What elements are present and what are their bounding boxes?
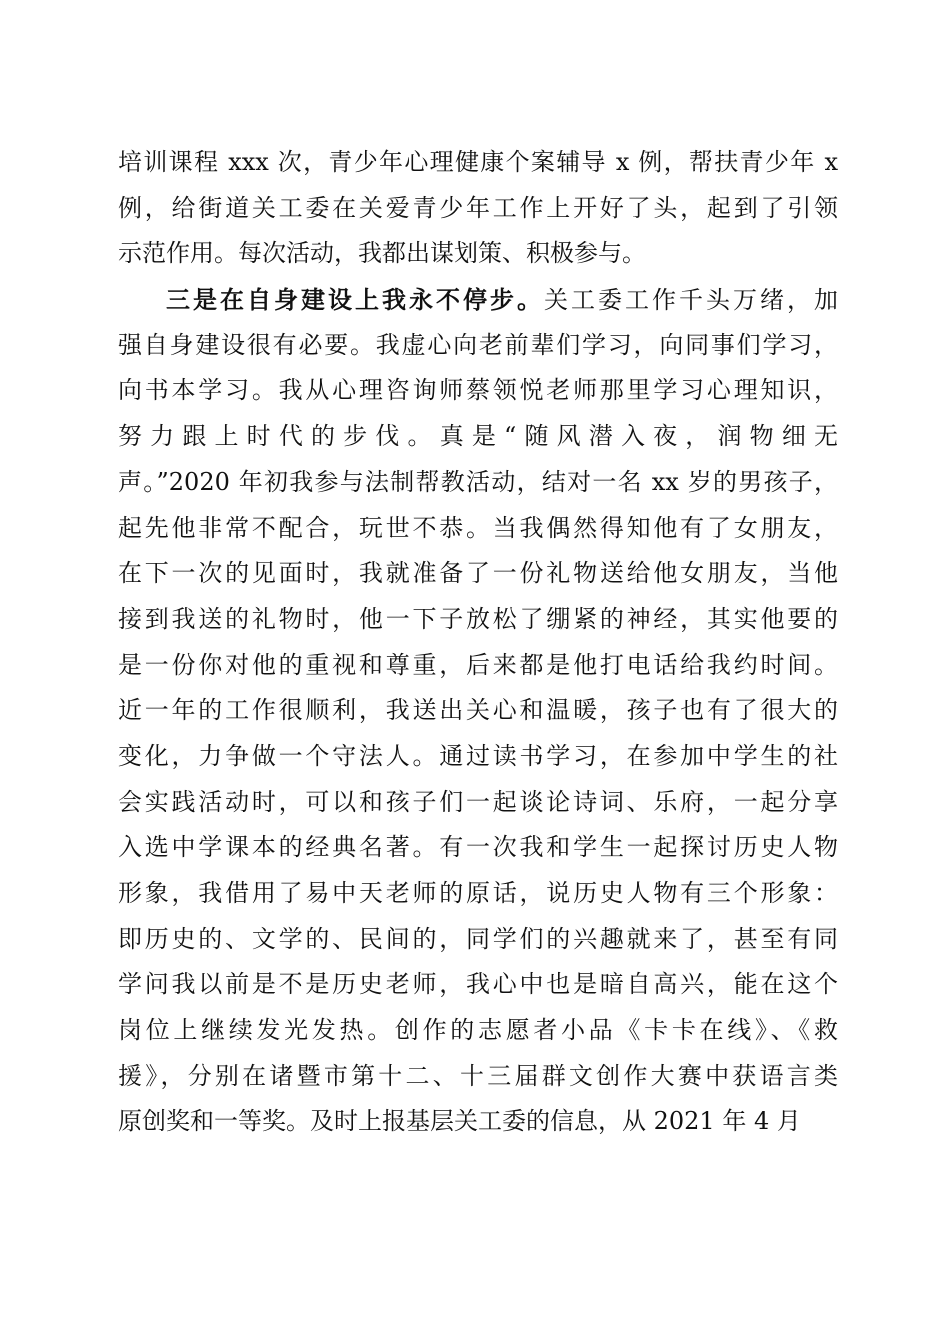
text-line: 会实践活动时，可以和孩子们一起谈论诗词、乐府，一起分享 bbox=[118, 787, 838, 816]
text-line: 入选中学课本的经典名著。有一次我和学生一起探讨历史人物 bbox=[118, 833, 838, 862]
text-line: 声。”2020 年初我参与法制帮教活动，结对一名 xx 岁的男孩子， bbox=[118, 467, 838, 496]
paragraph-lead-rest: 关工委工作千头万绪，加 bbox=[544, 286, 838, 315]
text-line: 培训课程 xxx 次，青少年心理健康个案辅导 x 例，帮扶青少年 x bbox=[118, 148, 838, 176]
text-line: 接到我送的礼物时，他一下子放松了绷紧的神经，其实他要的 bbox=[118, 604, 838, 633]
text-line: 努力跟上时代的步伐。真是“随风潜入夜，润物细无 bbox=[118, 422, 838, 451]
paragraph-lead-sentence: 三是在自身建设上我永不停步。 bbox=[166, 285, 544, 315]
text-line: 在下一次的见面时，我就准备了一份礼物送给他女朋友，当他 bbox=[118, 559, 838, 588]
text-line: 是一份你对他的重视和尊重，后来都是他打电话给我约时间。 bbox=[118, 650, 838, 679]
text-line: 强自身建设很有必要。我虚心向老前辈们学习，向同事们学习， bbox=[118, 330, 838, 359]
text-line: 原创奖和一等奖。及时上报基层关工委的信息，从 2021 年 4 月 bbox=[118, 1107, 801, 1136]
text-line: 示范作用。每次活动，我都出谋划策、积极参与。 bbox=[118, 239, 646, 268]
text-line: 起先他非常不配合，玩世不恭。当我偶然得知他有了女朋友， bbox=[118, 513, 838, 542]
body-text bbox=[118, 140, 838, 1145]
text-line: 近一年的工作很顺利，我送出关心和温暖，孩子也有了很大的 bbox=[118, 696, 838, 725]
text-line: 形象，我借用了易中天老师的原话，说历史人物有三个形象： bbox=[118, 879, 838, 907]
text-line: 学问我以前是不是历史老师，我心中也是暗自高兴，能在这个 bbox=[118, 970, 838, 999]
text-line: 向书本学习。我从心理咨询师蔡领悦老师那里学习心理知识， bbox=[118, 376, 838, 405]
text-line: 例，给街道关工委在关爱青少年工作上开好了头，起到了引领 bbox=[118, 193, 838, 222]
text-line: 岗位上继续发光发热。创作的志愿者小品《卡卡在线》、《救 bbox=[118, 1016, 838, 1045]
text-line: 援》，分别在诸暨市第十二、十三届群文创作大赛中获语言类 bbox=[118, 1061, 838, 1090]
text-line: 即历史的、文学的、民间的，同学们的兴趣就来了，甚至有同 bbox=[118, 924, 838, 953]
paragraph-first-line bbox=[118, 277, 838, 323]
text-line: 变化，力争做一个守法人。通过读书学习，在参加中学生的社 bbox=[118, 741, 838, 770]
